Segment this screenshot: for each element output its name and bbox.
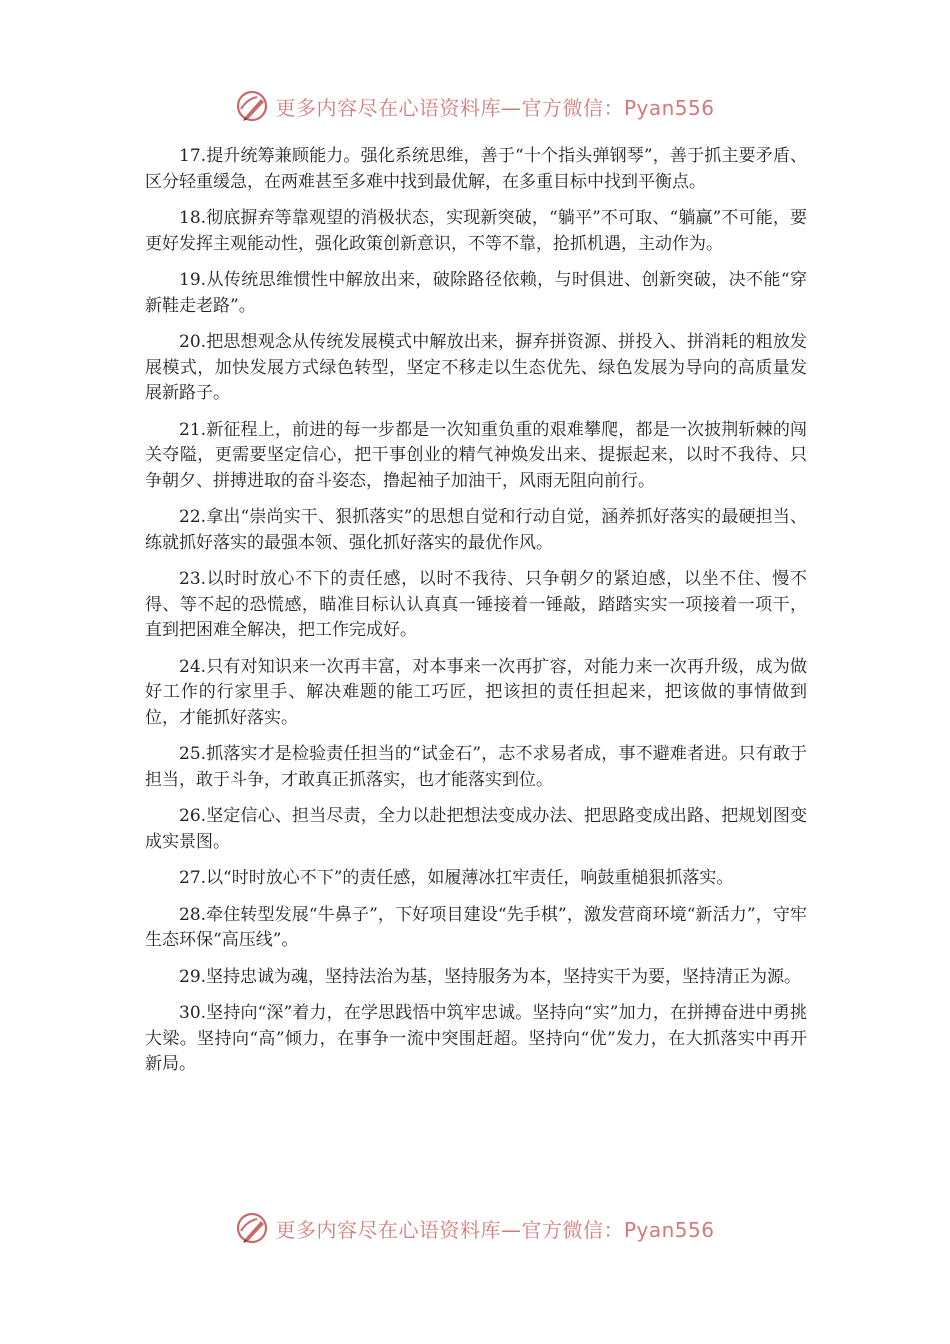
banner-text: 更多内容尽在心语资料库—官方微信：Pyan556 bbox=[275, 95, 715, 120]
paragraph-20: 20.把思想观念从传统发展模式中解放出来，摒弃拼资源、拼投入、拼消耗的粗放发展模式，加快发展方式绿色转型，坚定不移走以生态优先、绿色发展为导向的高质量发展新路子。 bbox=[145, 332, 807, 403]
paragraph-27: 27.以“时时放心不下”的责任感，如履薄冰扛牢责任，响鼓重槌狠抓落实。 bbox=[179, 868, 734, 888]
pen-circle-logo-icon bbox=[235, 1211, 269, 1245]
paragraph-18: 18.彻底摒弃等靠观望的消极状态，实现新突破，“躺平”不可取、“躺赢”不可能，要更好发挥主观能动性，强化政策创新意识，不等不靠，抢抓机遇，主动作为。 bbox=[145, 208, 807, 254]
paragraph-22: 22.拿出“崇尚实干、狠抓落实”的思想自觉和行动自觉，涵养抓好落实的最硬担当、练就抓好落实的最强本领、强化抓好落实的最优作风。 bbox=[145, 507, 807, 553]
paragraph-17: 17.提升统筹兼顾能力。强化系统思维，善于“十个指头弹钢琴”，善于抓主要矛盾、区分轻重缓急，在两难甚至多难中找到最优解，在多重目标中找到平衡点。 bbox=[145, 146, 807, 192]
paragraph-26: 26.坚定信心、担当尽责，全力以赴把想法变成办法、把思路变成出路、把规划图变成实景图。 bbox=[145, 806, 807, 852]
paragraph-28: 28.牵住转型发展“牛鼻子”，下好项目建设“先手棋”，激发营商环境“新活力”，守牢生态环保“高压线”。 bbox=[145, 904, 807, 950]
paragraph-25: 25.抓落实才是检验责任担当的“试金石”，志不求易者成，事不避难者进。只有敢于担当，敢于斗争，才敢真正抓落实，也才能落实到位。 bbox=[145, 744, 807, 790]
pen-circle-logo-icon bbox=[235, 89, 269, 123]
banner-text: 更多内容尽在心语资料库—官方微信：Pyan556 bbox=[275, 1217, 715, 1242]
paragraph-23: 23.以时时放心不下的责任感，以时不我待、只争朝夕的紧迫感，以坐不住、慢不得、等不起的恐慌感，瞄准目标认认真真一锤接着一锤敲，踏踏实实一项接着一项干，直到把困难全解决，把工作完成好。 bbox=[145, 569, 807, 640]
document-body bbox=[145, 144, 807, 1089]
paragraph-29: 29.坚持忠诚为魂，坚持法治为基，坚持服务为本，坚持实干为要，坚持清正为源。 bbox=[179, 966, 802, 987]
footer-banner bbox=[0, 1208, 950, 1248]
paragraph-30: 30.坚持向“深”着力，在学思践悟中筑牢忠诚。坚持向“实”加力，在拼搏奋进中勇挑大梁。坚持向“高”倾力，在事争一流中突围赶超。坚持向“优”发力，在大抓落实中再开新局。 bbox=[145, 1003, 807, 1074]
paragraph-19: 19.从传统思维惯性中解放出来，破除路径依赖，与时俱进、创新突破，决不能“穿新鞋走老路”。 bbox=[145, 270, 807, 316]
paragraph-21: 21.新征程上，前进的每一步都是一次知重负重的艰难攀爬，都是一次披荆斩棘的闯关夺隘，更需要坚定信心，把干事创业的精气神焕发出来、提振起来，以时不我待、只争朝夕、拼搏进取的奋斗姿态，撸起袖子加油干，风雨无阻向前行。 bbox=[145, 419, 807, 491]
paragraph-24: 24.只有对知识来一次再丰富，对本事来一次再扩容，对能力来一次再升级，成为做好工作的行家里手、解决难题的能工巧匠，把该担的责任担起来，把该做的事情做到位，才能抓好落实。 bbox=[145, 656, 807, 728]
header-banner bbox=[0, 86, 950, 126]
